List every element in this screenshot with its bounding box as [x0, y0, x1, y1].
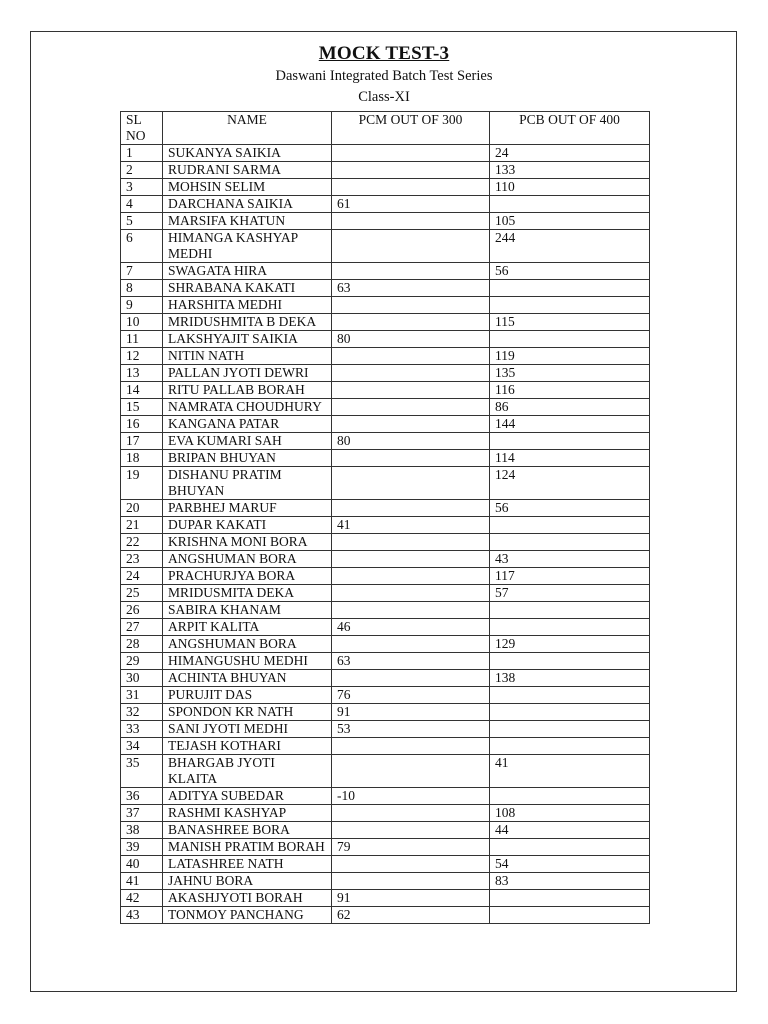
cell-pcm: 91 [332, 890, 490, 907]
cell-pcm [332, 568, 490, 585]
cell-pcb: 115 [490, 314, 650, 331]
cell-sl-no: 8 [121, 280, 163, 297]
table-header-row [121, 112, 650, 145]
cell-pcb [490, 890, 650, 907]
cell-pcm [332, 382, 490, 399]
cell-name: MRIDUSHMITA B DEKA [163, 314, 332, 331]
cell-sl-no: 43 [121, 907, 163, 924]
cell-pcm [332, 348, 490, 365]
cell-name: SANI JYOTI MEDHI [163, 721, 332, 738]
table-row [121, 450, 650, 467]
cell-name: EVA KUMARI SAH [163, 433, 332, 450]
cell-pcm [332, 738, 490, 755]
table-row [121, 331, 650, 348]
column-header-name: NAME [163, 112, 332, 145]
table-row [121, 517, 650, 534]
table-row [121, 433, 650, 450]
cell-name: ARPIT KALITA [163, 619, 332, 636]
table-row [121, 805, 650, 822]
cell-pcm [332, 551, 490, 568]
page-title: MOCK TEST-3 [318, 43, 450, 64]
cell-pcb: 244 [490, 230, 650, 263]
cell-pcb [490, 331, 650, 348]
table-body [121, 145, 650, 924]
table-row [121, 467, 650, 500]
cell-pcb: 57 [490, 585, 650, 602]
cell-name: PURUJIT DAS [163, 687, 332, 704]
cell-pcb: 108 [490, 805, 650, 822]
column-header-pcm: PCM OUT OF 300 [332, 112, 490, 145]
table-row [121, 263, 650, 280]
cell-name: ADITYA SUBEDAR [163, 788, 332, 805]
cell-pcb: 144 [490, 416, 650, 433]
cell-pcm [332, 602, 490, 619]
cell-name: RUDRANI SARMA [163, 162, 332, 179]
table-row [121, 348, 650, 365]
cell-pcm: 91 [332, 704, 490, 721]
cell-sl-no: 32 [121, 704, 163, 721]
table-row [121, 670, 650, 687]
cell-pcm: 80 [332, 433, 490, 450]
cell-sl-no: 23 [121, 551, 163, 568]
cell-pcm: 80 [332, 331, 490, 348]
cell-pcm [332, 670, 490, 687]
cell-sl-no: 22 [121, 534, 163, 551]
cell-pcb [490, 196, 650, 213]
cell-pcm: 61 [332, 196, 490, 213]
cell-sl-no: 36 [121, 788, 163, 805]
page-subtitle: Daswani Integrated Batch Test Series [275, 68, 493, 84]
cell-sl-no: 29 [121, 653, 163, 670]
cell-sl-no: 4 [121, 196, 163, 213]
table-row [121, 416, 650, 433]
cell-pcb [490, 517, 650, 534]
cell-pcb [490, 534, 650, 551]
cell-name: ANGSHUMAN BORA [163, 551, 332, 568]
table-row [121, 213, 650, 230]
cell-pcm [332, 873, 490, 890]
cell-name: BRIPAN BHUYAN [163, 450, 332, 467]
cell-pcb [490, 619, 650, 636]
cell-sl-no: 28 [121, 636, 163, 653]
cell-name: RASHMI KASHYAP [163, 805, 332, 822]
table-row [121, 399, 650, 416]
cell-pcb: 135 [490, 365, 650, 382]
cell-name: LATASHREE NATH [163, 856, 332, 873]
cell-sl-no: 7 [121, 263, 163, 280]
table-row [121, 738, 650, 755]
cell-pcb: 43 [490, 551, 650, 568]
cell-name: BHARGAB JYOTI KLAITA [163, 755, 332, 788]
cell-pcm: 62 [332, 907, 490, 924]
cell-sl-no: 33 [121, 721, 163, 738]
cell-sl-no: 42 [121, 890, 163, 907]
cell-name: KANGANA PATAR [163, 416, 332, 433]
cell-name: HARSHITA MEDHI [163, 297, 332, 314]
table-row [121, 856, 650, 873]
cell-pcb [490, 433, 650, 450]
cell-sl-no: 12 [121, 348, 163, 365]
cell-pcm: 76 [332, 687, 490, 704]
table-row [121, 890, 650, 907]
cell-sl-no: 26 [121, 602, 163, 619]
cell-pcb: 44 [490, 822, 650, 839]
table-row [121, 297, 650, 314]
cell-pcm [332, 856, 490, 873]
table-row [121, 280, 650, 297]
cell-pcb [490, 297, 650, 314]
column-header-sl-no: SL NO [121, 112, 163, 145]
table-row [121, 162, 650, 179]
table-row [121, 755, 650, 788]
table-row [121, 907, 650, 924]
cell-pcb: 56 [490, 263, 650, 280]
table-row [121, 534, 650, 551]
cell-pcb: 138 [490, 670, 650, 687]
cell-name: DUPAR KAKATI [163, 517, 332, 534]
cell-name: MARSIFA KHATUN [163, 213, 332, 230]
cell-sl-no: 34 [121, 738, 163, 755]
cell-sl-no: 18 [121, 450, 163, 467]
cell-sl-no: 1 [121, 145, 163, 162]
cell-pcm: 63 [332, 280, 490, 297]
cell-pcb: 133 [490, 162, 650, 179]
cell-sl-no: 20 [121, 500, 163, 517]
cell-name: HIMANGA KASHYAP MEDHI [163, 230, 332, 263]
cell-sl-no: 39 [121, 839, 163, 856]
cell-name: PRACHURJYA BORA [163, 568, 332, 585]
table-row [121, 179, 650, 196]
cell-pcm [332, 162, 490, 179]
table-row [121, 636, 650, 653]
cell-name: JAHNU BORA [163, 873, 332, 890]
cell-pcm [332, 467, 490, 500]
cell-pcm [332, 822, 490, 839]
cell-sl-no: 17 [121, 433, 163, 450]
table-row [121, 365, 650, 382]
table-row [121, 196, 650, 213]
cell-sl-no: 13 [121, 365, 163, 382]
cell-name: LAKSHYAJIT SAIKIA [163, 331, 332, 348]
cell-name: MRIDUSMITA DEKA [163, 585, 332, 602]
cell-pcb: 24 [490, 145, 650, 162]
cell-name: ANGSHUMAN BORA [163, 636, 332, 653]
cell-pcm: 53 [332, 721, 490, 738]
cell-pcb [490, 738, 650, 755]
cell-pcm: 41 [332, 517, 490, 534]
cell-pcm: -10 [332, 788, 490, 805]
cell-pcm [332, 365, 490, 382]
cell-name: PALLAN JYOTI DEWRI [163, 365, 332, 382]
cell-name: KRISHNA MONI BORA [163, 534, 332, 551]
cell-pcb [490, 907, 650, 924]
table-row [121, 721, 650, 738]
cell-pcm [332, 213, 490, 230]
table-row [121, 585, 650, 602]
cell-name: SWAGATA HIRA [163, 263, 332, 280]
cell-name: NAMRATA CHOUDHURY [163, 399, 332, 416]
cell-sl-no: 11 [121, 331, 163, 348]
cell-sl-no: 5 [121, 213, 163, 230]
cell-sl-no: 27 [121, 619, 163, 636]
cell-pcm [332, 755, 490, 788]
cell-pcb [490, 704, 650, 721]
class-label: Class-XI [358, 89, 410, 105]
cell-pcb [490, 788, 650, 805]
cell-pcb [490, 653, 650, 670]
table-row [121, 500, 650, 517]
results-table [120, 111, 650, 924]
cell-sl-no: 6 [121, 230, 163, 263]
cell-pcb: 41 [490, 755, 650, 788]
cell-pcm [332, 297, 490, 314]
column-header-pcb: PCB OUT OF 400 [490, 112, 650, 145]
cell-sl-no: 35 [121, 755, 163, 788]
cell-pcb [490, 602, 650, 619]
cell-pcb: 119 [490, 348, 650, 365]
cell-name: PARBHEJ MARUF [163, 500, 332, 517]
cell-pcm [332, 534, 490, 551]
cell-pcb: 54 [490, 856, 650, 873]
table-row [121, 839, 650, 856]
cell-pcm [332, 399, 490, 416]
table-row [121, 687, 650, 704]
cell-sl-no: 16 [121, 416, 163, 433]
table-row [121, 704, 650, 721]
cell-pcb: 124 [490, 467, 650, 500]
cell-name: SUKANYA SAIKIA [163, 145, 332, 162]
table-row [121, 822, 650, 839]
cell-pcm [332, 500, 490, 517]
cell-name: TEJASH KOTHARI [163, 738, 332, 755]
cell-pcb: 114 [490, 450, 650, 467]
cell-sl-no: 25 [121, 585, 163, 602]
cell-pcb: 86 [490, 399, 650, 416]
cell-sl-no: 3 [121, 179, 163, 196]
cell-sl-no: 2 [121, 162, 163, 179]
cell-pcm [332, 314, 490, 331]
cell-pcb [490, 687, 650, 704]
cell-pcb [490, 721, 650, 738]
cell-pcm [332, 805, 490, 822]
cell-sl-no: 31 [121, 687, 163, 704]
table-row [121, 145, 650, 162]
cell-name: SHRABANA KAKATI [163, 280, 332, 297]
cell-sl-no: 9 [121, 297, 163, 314]
cell-name: BANASHREE BORA [163, 822, 332, 839]
table-row [121, 788, 650, 805]
cell-name: AKASHJYOTI BORAH [163, 890, 332, 907]
cell-name: RITU PALLAB BORAH [163, 382, 332, 399]
cell-sl-no: 37 [121, 805, 163, 822]
cell-name: DISHANU PRATIM BHUYAN [163, 467, 332, 500]
table-row [121, 382, 650, 399]
cell-sl-no: 41 [121, 873, 163, 890]
cell-name: NITIN NATH [163, 348, 332, 365]
cell-name: ACHINTA BHUYAN [163, 670, 332, 687]
cell-pcb [490, 839, 650, 856]
cell-pcm: 46 [332, 619, 490, 636]
table-row [121, 619, 650, 636]
cell-pcb: 56 [490, 500, 650, 517]
cell-pcm [332, 263, 490, 280]
table-row [121, 602, 650, 619]
cell-pcm: 63 [332, 653, 490, 670]
cell-pcm [332, 145, 490, 162]
cell-pcm [332, 585, 490, 602]
cell-pcb: 105 [490, 213, 650, 230]
cell-pcm [332, 416, 490, 433]
cell-pcb: 116 [490, 382, 650, 399]
cell-name: HIMANGUSHU MEDHI [163, 653, 332, 670]
cell-pcm [332, 230, 490, 263]
cell-pcb: 110 [490, 179, 650, 196]
cell-name: MOHSIN SELIM [163, 179, 332, 196]
cell-sl-no: 30 [121, 670, 163, 687]
cell-sl-no: 21 [121, 517, 163, 534]
table-row [121, 568, 650, 585]
cell-pcb: 83 [490, 873, 650, 890]
cell-sl-no: 40 [121, 856, 163, 873]
cell-pcb: 129 [490, 636, 650, 653]
cell-name: SPONDON KR NATH [163, 704, 332, 721]
table-row [121, 314, 650, 331]
cell-name: MANISH PRATIM BORAH [163, 839, 332, 856]
cell-pcm: 79 [332, 839, 490, 856]
cell-sl-no: 19 [121, 467, 163, 500]
cell-sl-no: 15 [121, 399, 163, 416]
table-row [121, 873, 650, 890]
cell-sl-no: 24 [121, 568, 163, 585]
cell-name: TONMOY PANCHANG [163, 907, 332, 924]
cell-name: DARCHANA SAIKIA [163, 196, 332, 213]
cell-name: SABIRA KHANAM [163, 602, 332, 619]
cell-pcm [332, 636, 490, 653]
cell-sl-no: 38 [121, 822, 163, 839]
table-row [121, 230, 650, 263]
cell-sl-no: 10 [121, 314, 163, 331]
cell-pcm [332, 450, 490, 467]
cell-sl-no: 14 [121, 382, 163, 399]
cell-pcb [490, 280, 650, 297]
cell-pcm [332, 179, 490, 196]
table-row [121, 551, 650, 568]
table-row [121, 653, 650, 670]
cell-pcb: 117 [490, 568, 650, 585]
